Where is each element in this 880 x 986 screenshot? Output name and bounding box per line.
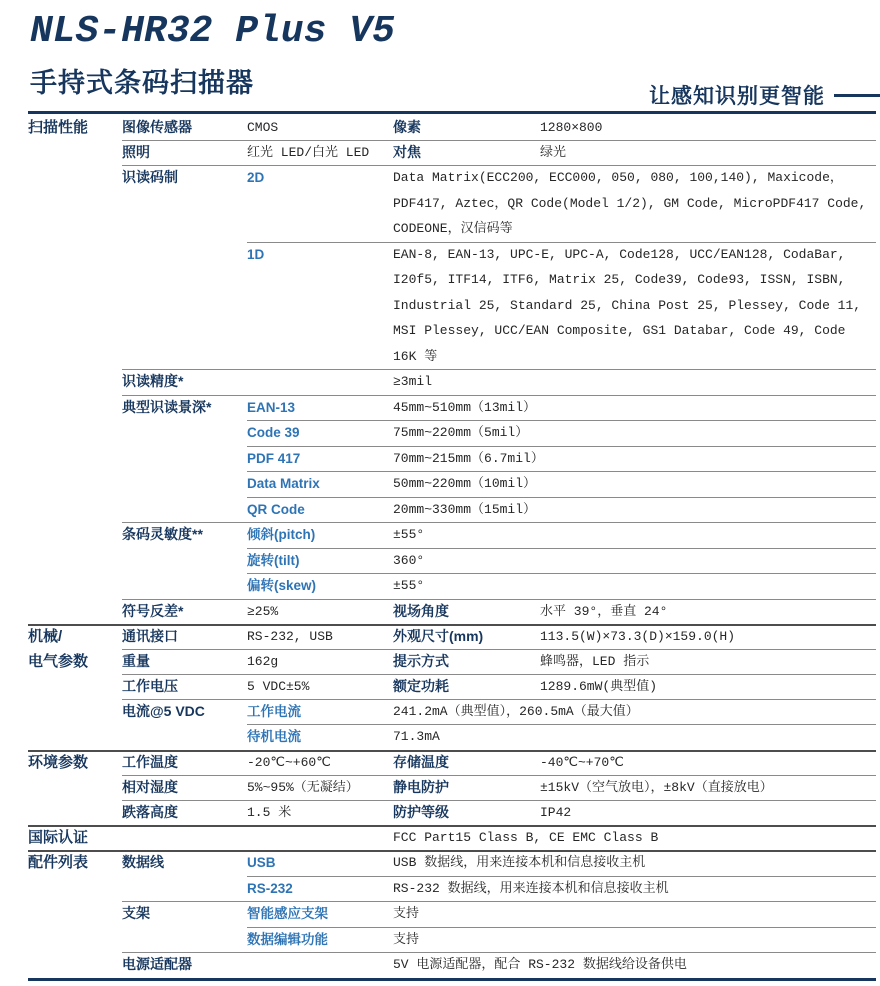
table-row [28, 750, 876, 775]
field-value: 5 VDC±5% [247, 678, 310, 694]
table-row [28, 927, 876, 953]
field-label: 识读码制 [122, 169, 178, 185]
field-label: 视场角度 [393, 602, 449, 619]
field-value: 蜂鸣器，LED 指示 [540, 653, 650, 669]
field-value: ±15kV（空气放电），±8kV（直接放电） [540, 779, 773, 795]
tagline-text: 让感知识别更智能 [649, 85, 825, 108]
sub-field-label: 待机电流 [247, 729, 301, 744]
sub-field-label: Data Matrix [247, 476, 320, 491]
section-label: 国际认证 [28, 828, 89, 846]
field-value: 1280×800 [540, 120, 603, 135]
field-value: 50mm~220mm（10mil） [393, 476, 537, 491]
field-value: 绿光 [540, 145, 567, 160]
section-divider [28, 825, 876, 827]
field-value: ±55° [393, 527, 425, 542]
sub-field-label: 工作电流 [247, 703, 301, 719]
sub-field-label: PDF 417 [247, 450, 301, 466]
table-row [28, 699, 876, 725]
field-label: 数据线 [122, 854, 164, 870]
table-row [28, 420, 876, 446]
table-row [28, 901, 876, 927]
table-row [28, 446, 876, 472]
field-value: FCC Part15 Class B, CE EMC Class B [393, 829, 659, 845]
field-value: IP42 [540, 804, 572, 820]
sub-field-label: Code 39 [247, 425, 300, 440]
field-label: 工作电压 [122, 677, 178, 694]
field-value: Data Matrix(ECC200, ECC000, 050, 080, 100,140), Maxicode，PDF417, Aztec，QR Code(Model 1/2), GM Code, MicroPDF417 Code, CODEONE，汉信码等 [393, 170, 867, 236]
sub-field-label: 1D [247, 246, 265, 262]
sub-field-label: USB [247, 855, 276, 870]
sub-field-label: EAN-13 [247, 399, 296, 415]
field-label: 电源适配器 [122, 956, 192, 972]
field-label: 静电防护 [393, 778, 449, 795]
field-label: 对焦 [393, 144, 421, 160]
field-label: 外观尺寸(mm) [393, 627, 484, 644]
field-label: 条码灵敏度** [122, 526, 203, 542]
field-label: 工作温度 [122, 753, 178, 770]
field-value: 360° [393, 552, 425, 568]
field-label: 存储温度 [393, 753, 449, 770]
field-label: 跌落高度 [122, 803, 178, 820]
table-row [28, 775, 876, 800]
sub-field-label: QR Code [247, 501, 305, 517]
field-value: ≥25% [247, 603, 279, 619]
field-label: 图像传感器 [122, 119, 192, 135]
field-value: 1.5 米 [247, 804, 292, 820]
field-value: 75mm~220mm（5mil） [393, 425, 529, 440]
table-row [28, 850, 876, 876]
table-row [28, 800, 876, 825]
table-row [28, 140, 876, 165]
field-label: 额定功耗 [393, 677, 449, 694]
field-value: 162g [247, 653, 279, 669]
field-label: 典型识读景深* [122, 398, 212, 415]
field-label: 防护等级 [393, 803, 449, 820]
field-label: 相对湿度 [122, 778, 178, 795]
field-value: RS-232, USB [247, 628, 333, 644]
section-label: 电气参数 [28, 652, 89, 670]
field-value: ≥3mil [393, 374, 433, 389]
field-value: 113.5(W)×73.3(D)×159.0(H) [540, 628, 736, 644]
spec-table [28, 111, 876, 981]
sub-field-label: 旋转(tilt) [247, 552, 300, 568]
field-value: USB 数据线，用来连接本机和信息接收主机 [393, 855, 646, 870]
table-row [28, 165, 876, 242]
field-value: CMOS [247, 120, 279, 135]
table-row [28, 624, 876, 649]
field-value: 红光 LED/白光 LED [247, 145, 370, 160]
field-label: 重量 [122, 652, 150, 669]
table-row [28, 548, 876, 574]
tagline-dash-rule [834, 94, 880, 97]
field-label: 提示方式 [393, 652, 449, 669]
sub-field-label: 偏转(skew) [247, 578, 317, 593]
field-label: 识读精度* [122, 373, 184, 389]
brand-tagline [649, 80, 880, 110]
field-value: 5%~95%（无凝结） [247, 779, 359, 795]
table-row [28, 369, 876, 395]
sub-field-label: 数据编辑功能 [247, 931, 328, 947]
sub-field-label: RS-232 [247, 880, 293, 896]
field-label: 像素 [393, 119, 421, 135]
field-value: -40℃~+70℃ [540, 754, 624, 770]
field-label: 支架 [122, 905, 150, 921]
field-value: -20℃~+60℃ [247, 754, 331, 770]
field-value: ±55° [393, 578, 425, 593]
table-row [28, 724, 876, 750]
field-label: 照明 [122, 144, 150, 160]
table-row [28, 471, 876, 497]
table-row [28, 522, 876, 548]
field-value: 支持 [393, 931, 420, 947]
field-label: 通讯接口 [122, 627, 178, 644]
table-row [28, 242, 876, 370]
table-row [28, 115, 876, 140]
field-value: 水平 39°，垂直 24° [540, 603, 668, 619]
table-row [28, 599, 876, 624]
field-label: 符号反差* [122, 602, 184, 619]
field-value: 5V 电源适配器，配合 RS-232 数据线给设备供电 [393, 957, 687, 972]
field-value: 71.3mA [393, 729, 440, 744]
field-value: 1289.6mW(典型值) [540, 678, 658, 694]
section-label: 扫描性能 [28, 119, 89, 136]
section-label: 环境参数 [28, 753, 89, 771]
section-label: 机械/ [28, 627, 63, 645]
section-label: 配件列表 [28, 854, 89, 871]
sub-field-label: 2D [247, 170, 265, 185]
field-value: RS-232 数据线，用来连接本机和信息接收主机 [393, 880, 669, 896]
field-value: 支持 [393, 906, 420, 921]
table-row [28, 952, 876, 978]
table-row [28, 395, 876, 421]
product-subtitle: 手持式条码扫描器 [30, 68, 254, 98]
field-label: 电流@5 VDC [122, 702, 205, 719]
field-value: 241.2mA（典型值），260.5mA（最大值） [393, 703, 639, 719]
table-row [28, 674, 876, 699]
table-row [28, 497, 876, 523]
sub-field-label: 智能感应支架 [247, 906, 328, 921]
table-row [28, 649, 876, 674]
table-row [28, 825, 876, 851]
product-title: NLS-HR32 Plus V5 [30, 10, 395, 53]
table-row [28, 573, 876, 599]
field-value: 45mm~510mm（13mil） [393, 399, 537, 415]
sub-field-label: 倾斜(pitch) [247, 527, 316, 542]
field-value: 20mm~330mm（15mil） [393, 501, 537, 517]
field-value: EAN-8, EAN-13, UPC-E, UPC-A, Code128, UCC/EAN128, CodaBar, I20f5, ITF14, ITF6, Matrix 25, Code39, Code93, ISSN, ISBN, Industrial 25, Standard 25, China Post 25, Plessey, Code 11, MSI Plessey, UCC/EAN Composite, GS1 Databar, Code 49, Code 16K 等 [393, 246, 862, 364]
table-row [28, 876, 876, 902]
field-value: 70mm~215mm（6.7mil） [393, 450, 544, 466]
